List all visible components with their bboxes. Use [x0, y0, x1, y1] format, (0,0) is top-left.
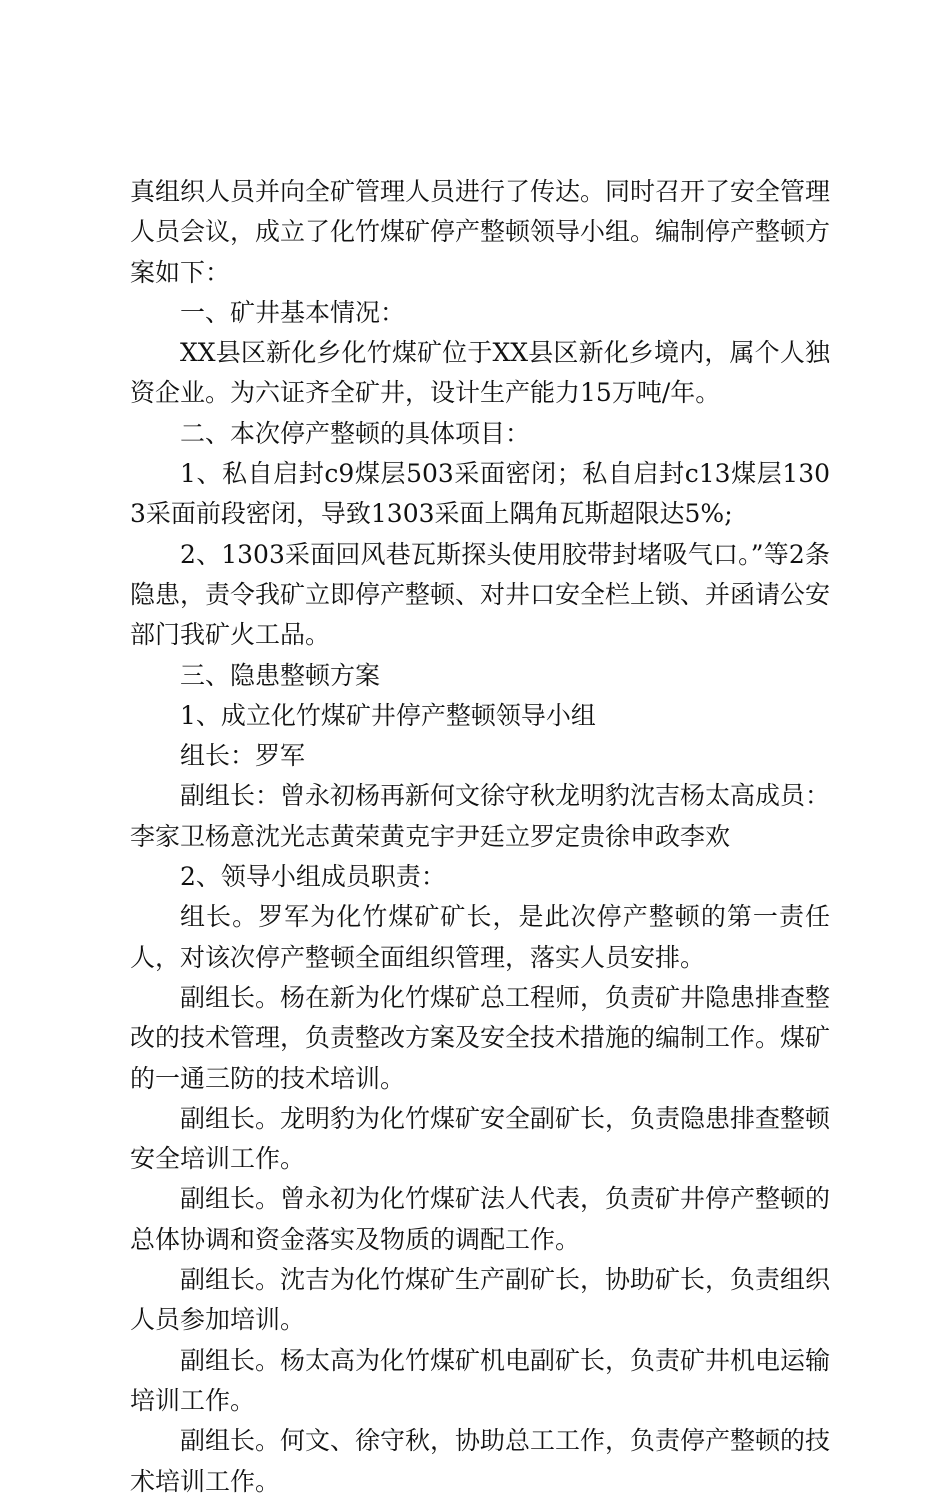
paragraph-duty-technical-assist: 副组长。何文、徐守秋，协助总工工作，负责停产整顿的技术培训工作。 — [130, 1426, 831, 1496]
list-item-1: 1、私自启封c9煤层503采面密闭；私自启封c13煤层1303采面前段密闭，导致1303采面上隅角瓦斯超限达5%; — [130, 459, 830, 529]
paragraph-mine-description: XX县区新化乡化竹煤矿位于XX县区新化乡境内，属个人独资企业。为六证齐全矿井，设计生产能力15万吨/年。 — [130, 338, 830, 408]
paragraph-duty-production-deputy: 副组长。沈吉为化竹煤矿生产副矿长，协助矿长，负责组织人员参加培训。 — [130, 1265, 831, 1335]
subheading-leadership-group: 1、成立化竹煤矿井停产整顿领导小组 — [180, 700, 596, 730]
paragraph-group-leader: 组长：罗军 — [180, 741, 306, 771]
paragraph-continuation: 真组织人员并向全矿管理人员进行了传达。同时召开了安全管理人员会议，成立了化竹煤矿停产整顿领导小组。编制停产整顿方案如下： — [130, 177, 831, 287]
paragraph-duty-legal-rep: 副组长。曾永初为化竹煤矿法人代表，负责矿井停产整顿的总体协调和资金落实及物质的调配工作。 — [130, 1184, 831, 1254]
subheading-member-duties: 2、领导小组成员职责： — [180, 862, 446, 892]
paragraph-duty-chief-engineer: 副组长。杨在新为化竹煤矿总工程师，负责矿井隐患排查整改的技术管理，负责整改方案及安全技术措施的编制工作。煤矿的一通三防的技术培训。 — [130, 982, 831, 1093]
list-item-2: 2、1303采面回风巷瓦斯探头使用胶带封堵吸气口。”等2条隐患，责令我矿立即停产整顿、对井口安全栏上锁、并函请公安部门我矿火工品。 — [130, 539, 831, 650]
section-heading-rectification-items: 二、本次停产整顿的具体项目： — [180, 418, 531, 448]
paragraph-duty-electromech-deputy: 副组长。杨太高为化竹煤矿机电副矿长，负责矿井机电运输培训工作。 — [130, 1345, 831, 1415]
document-body — [130, 172, 830, 1502]
section-heading-hazard-plan: 三、隐患整顿方案 — [180, 660, 381, 690]
paragraph-duty-safety-deputy: 副组长。龙明豹为化竹煤矿安全副矿长，负责隐患排查整顿安全培训工作。 — [130, 1103, 831, 1174]
section-heading-mine-basics: 一、矿井基本情况： — [180, 297, 406, 327]
paragraph-duty-leader: 组长。罗军为化竹煤矿矿长，是此次停产整顿的第一责任人，对该次停产整顿全面组织管理，落实人员安排。 — [130, 902, 830, 972]
paragraph-deputy-leaders-members: 副组长：曾永初杨再新何文徐守秋龙明豹沈吉杨太高成员：李家卫杨意沈光志黄荣黄克宇尹廷立罗定贵徐申政李欢 — [130, 781, 831, 851]
